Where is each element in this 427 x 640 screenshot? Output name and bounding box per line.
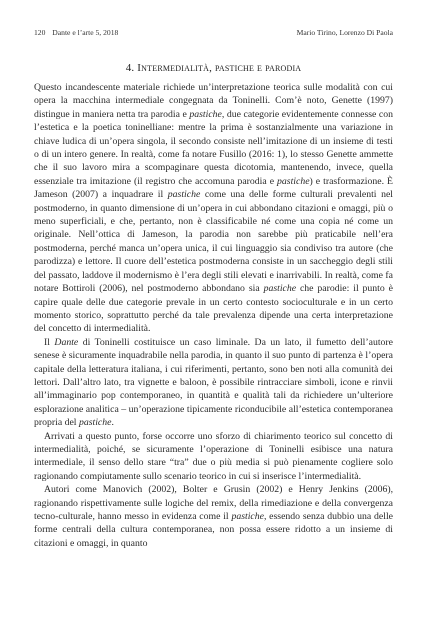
text-run: , due categorie evidentemente connesse con l’estetica e la poetica toninelliane: mentre la prima è sostanzialmente una variazione in chiave ludica di un’opera singola, il secondo consiste nell’imitazione di un insieme di testi o di un intero genere. In realtà, come fa notare Fusillo (2016: 1), lo stesso Genette ammette che il suo lavoro mira a scompaginare questa dicotomia, mantenendo, invece, quella essenziale tra imitazione (il registro che accomuna parodia e — [34, 108, 393, 187]
text-run: Arrivati a questo punto, forse occorre uno sforzo di chiarimento teorico sul concetto di intermedialità, poiché, se sicuramente l’operazione di Toninelli esibisce una natura intermediale, il senso dello stare “tra” due o più media si può pienamente cogliere solo ragionando compiutamente sullo scenario teorico in cui si inserisce l’intermedialità. — [34, 430, 393, 482]
text-run: che parodie: il punto è capire quale delle due categorie prevale in un certo contesto socioculturale e in un certo momento storico, soprattutto perché da tale prevalenza dipende una certa interpretazione del concetto di intermedialità. — [34, 283, 393, 335]
text-run: come una delle forme culturali prevalenti nel postmoderno, in quanto dimensione di un’opera in cui abbondano citazioni e omaggi, più o meno superficiali, e che, pertanto, non è classificabile né come una copia né come un originale. Nell’ottica di Jameson, la parodia non sarebbe più praticabile nell’era postmoderna, perché manca un’opera unica, il cui linguaggio sia condiviso tra autore (che parodizza) e lettore. Il cuore dell’estetica postmoderna consiste in un saccheggio degli stili del passato, laddove il modernismo è l’era degli stili elevati e inarrivabili. In realtà, come fa notare Bottiroli (2006), nel postmoderno abbondano sia — [34, 189, 393, 295]
journal-title: Dante e l’arte 5, 2018 — [52, 28, 119, 37]
text-run: di Toninelli costituisce un caso liminale. Da un lato, il fumetto dell’autore senese è sicuramente inquadrabile nella parodia, in quanto il suo punto di partenza è l’opera capitale della letteratura italiana, i cui riferimenti, pertanto, sono ben noti alla comunità dei lettori. Dall’altro lato, tra vignette e baloon, è possibile rintracciare simboli, icone e rinvii all’immaginario pop contemporaneo, in quantità e qualità tali da richiedere un’ulteriore esplorazione analitica – un’operazione tipicamente riconducibile all’estetica contemporanea propria del — [34, 336, 393, 429]
text-run: Il — [44, 336, 55, 348]
italic-term: pastiche — [263, 283, 297, 295]
italic-term: pastiche — [78, 417, 112, 429]
italic-term: Dante — [54, 336, 79, 348]
running-head — [34, 27, 393, 39]
italic-term: pastiche — [231, 511, 264, 522]
italic-term: pastiche — [277, 175, 310, 187]
text-run: ) e trasformazione. È Jameson (2007) a inquadrare il — [34, 175, 393, 201]
body-text — [34, 81, 393, 550]
paragraph — [34, 81, 393, 336]
authors-header: Mario Tirino, Lorenzo Di Paola — [296, 28, 393, 37]
section-heading: 4. Intermedialità, pastiche e parodia — [125, 62, 302, 74]
text-run: Autori come Manovich (2002), Bolter e Grusin (2002) e Henry Jenkins (2006), ragionando rispettivamente sulle logiche del remix, della rimediazione e della convergenza tecno-culturale, hanno messo in evidenza come il — [34, 484, 393, 522]
italic-term: pastiche — [167, 189, 201, 201]
paragraph — [34, 336, 393, 430]
text-run: , essendo senza dubbio una delle forme centrali della cultura contemporanea, non possa essere ridotto a un insieme di citazioni e omaggi, in quanto — [34, 511, 393, 549]
page-number: 120 — [34, 28, 46, 37]
text-run: Questo incandescente materiale richiede un’interpretazione teorica sulle modalità con cui opera la macchina intermediale congegnata da Toninelli. Com’è noto, Genette (1997) distingue in maniera netta tra parodia e — [34, 82, 393, 120]
text-run: . — [111, 417, 114, 429]
paragraph — [34, 430, 393, 484]
paragraph — [34, 483, 393, 550]
italic-term: pastiche — [189, 108, 222, 120]
